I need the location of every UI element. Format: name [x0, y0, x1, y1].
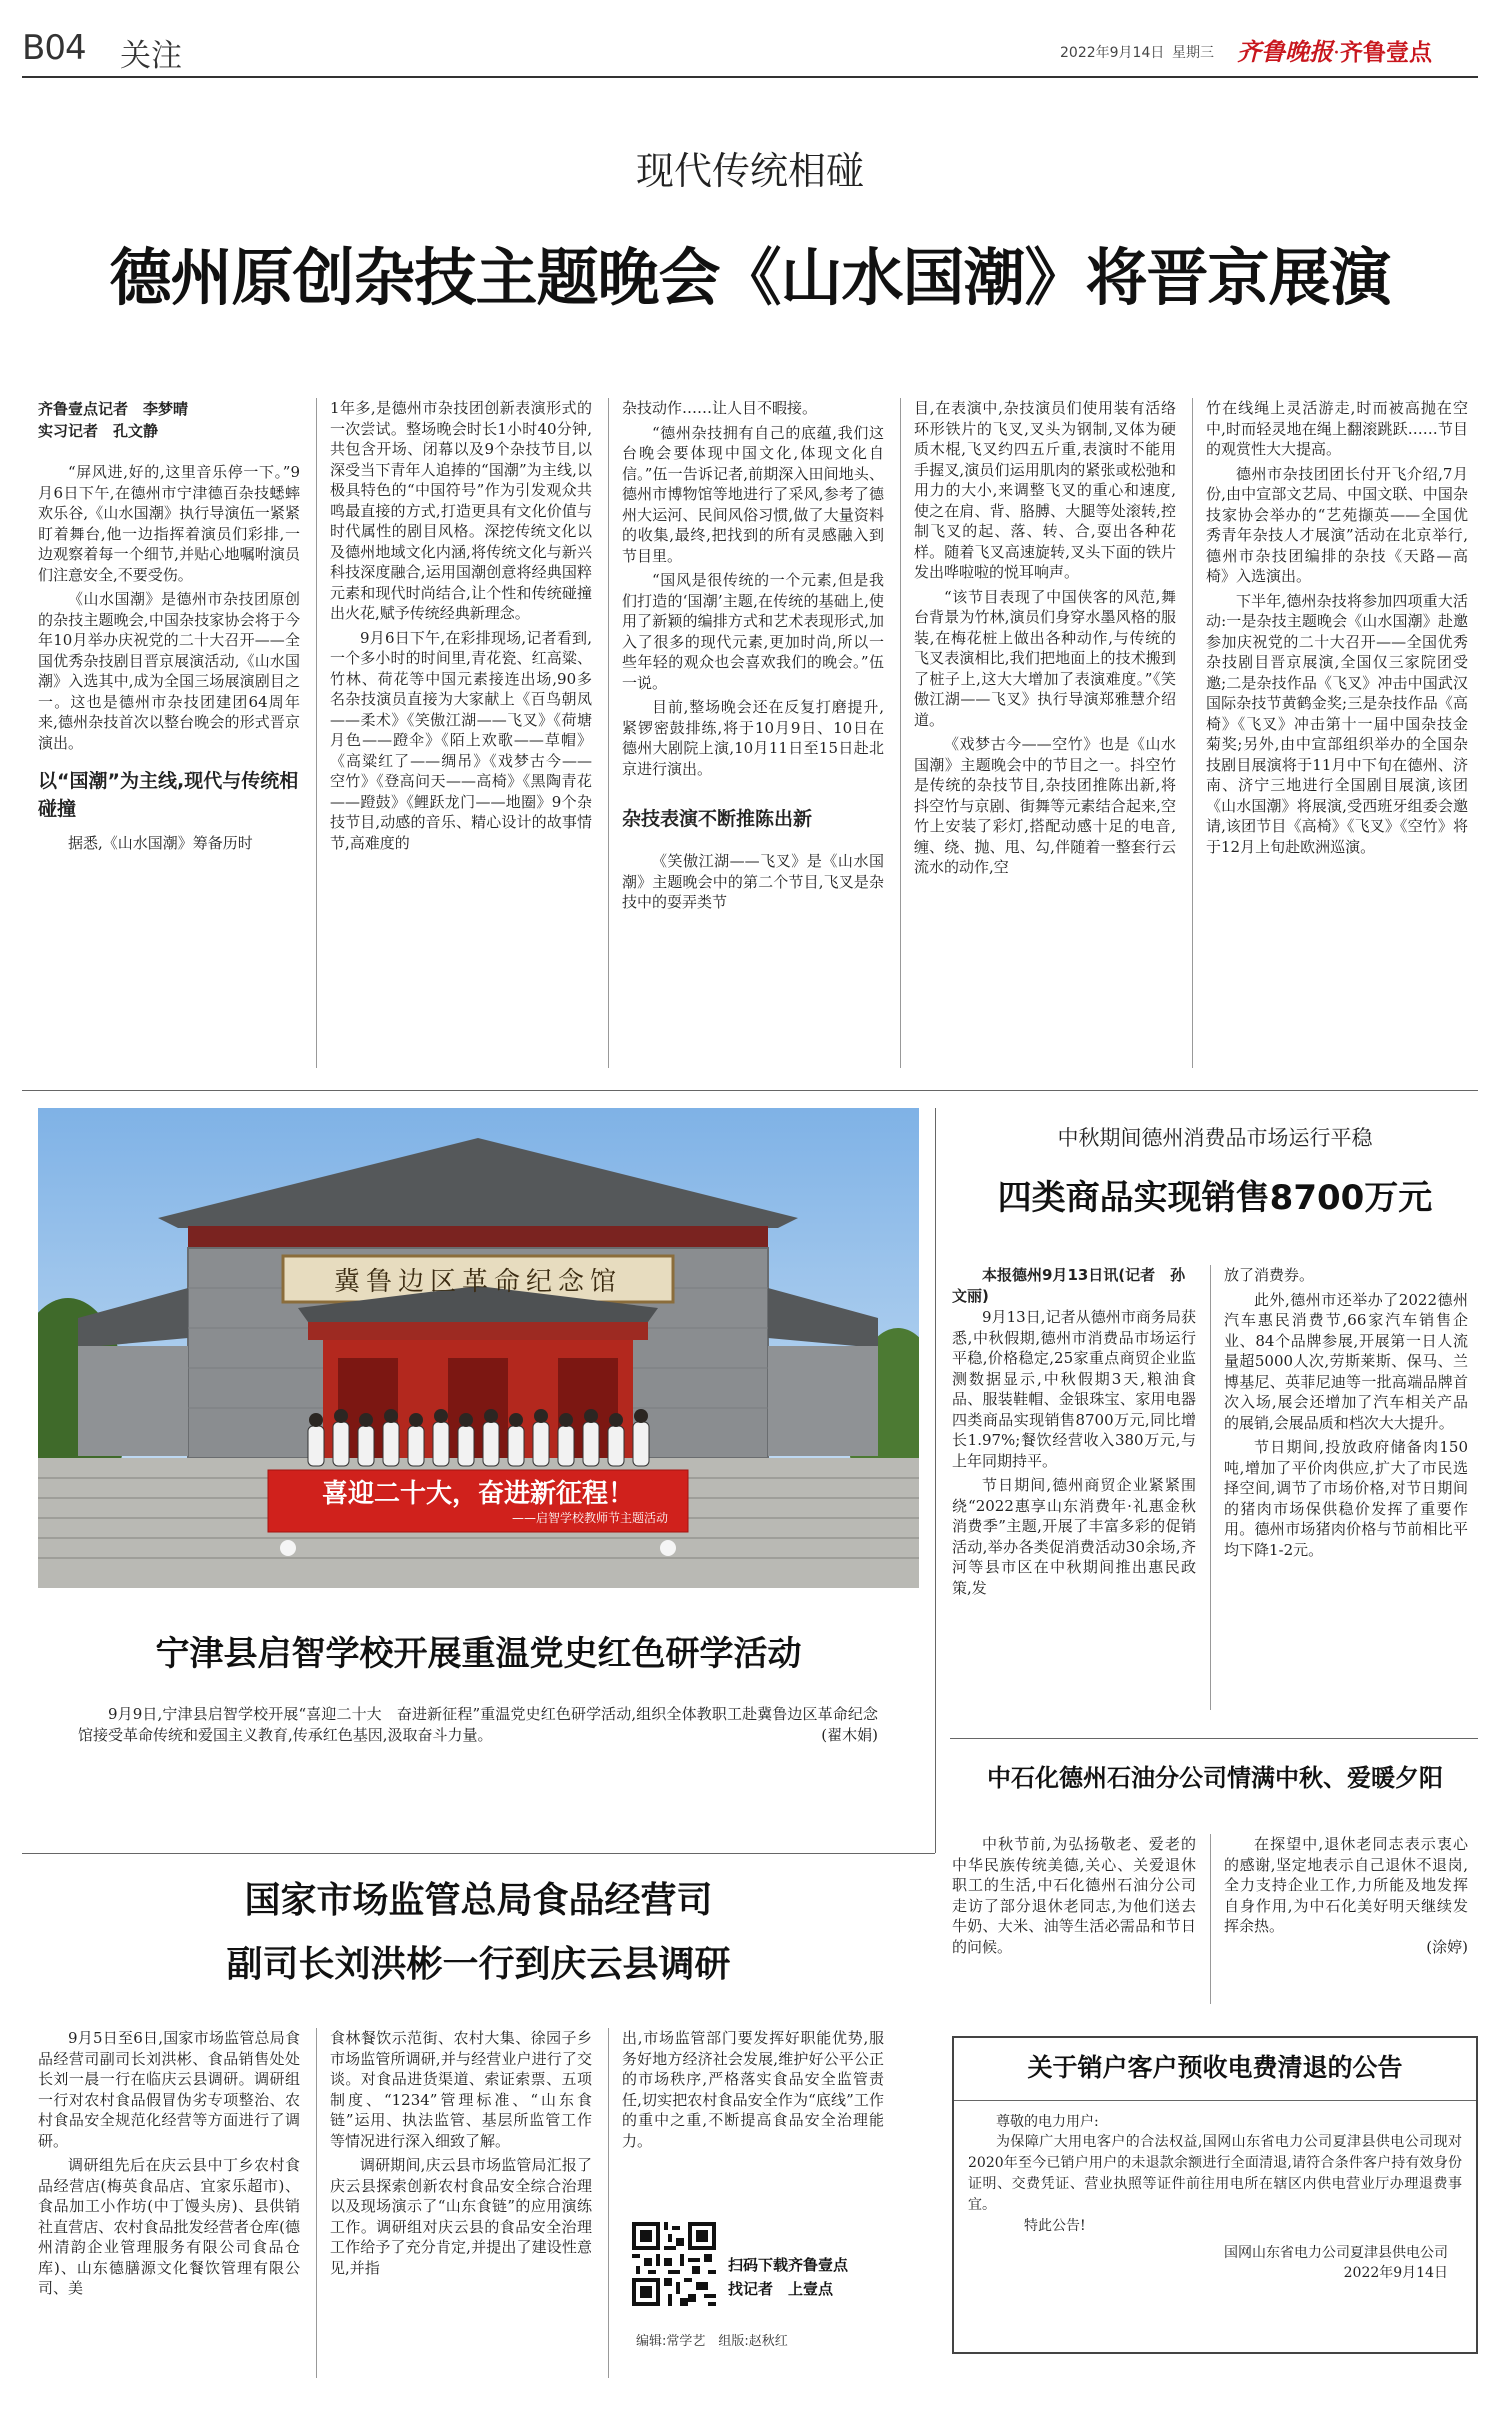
paragraph: 此外,德州市还举办了2022德州汽车惠民消费节,66家汽车销售企业、84个品牌参展,开展第一日人流量超5000人次,劳斯莱斯、保马、兰博基尼、英菲尼迪等一批高端品牌首次入场,展会还增加了汽车相关产品的展销,会展品质和档次大大提升。 [1224, 1290, 1468, 1432]
qr-caption-2: 找记者 上壹点 [728, 2280, 834, 2298]
main-column-3 [622, 398, 884, 1073]
author: (翟木娟) [821, 1726, 878, 1744]
notice-title: 关于销户客户预收电费清退的公告 [1027, 2053, 1403, 2082]
section-name: 关注 [120, 38, 182, 74]
paragraph: 9月9日,宁津县启智学校开展“喜迎二十大 奋进新征程”重温党史红色研学活动,组织全体教职工赴冀鲁边区革命纪念馆接受革命传统和爱国主义教育,传承红色基因,汲取奋斗力量。 [78, 1705, 878, 1744]
newspaper-logo [1237, 32, 1432, 64]
paragraph: 出,市场监管部门要发挥好职能优势,服务好地方经济社会发展,维护好公平公正的市场秩序,严格落实食品安全监管责任,切实把农村食品安全作为“底线”工作的重中之重,不断提高食品安全治理能力。 [622, 2029, 884, 2150]
main-column-4 [914, 398, 1176, 1073]
notice-signer: 国网山东省电力公司夏津县供电公司 [1224, 2245, 1448, 2261]
food-column-3 [622, 2028, 884, 2208]
paragraph: 9月5日至6日,国家市场监管总局食品经营司副司长刘洪彬、食品销售处处长刘一晨一行在临庆云县调研。调研组一行对农村食品假冒伪劣专项整治、农村食品安全规范化经营等方面进行了调研。 [38, 2029, 300, 2150]
paragraph: 调研组先后在庆云县中丁乡农村食品经营店(梅英食品店、宜家乐超市)、食品加工小作坊(中丁馒头房)、县供销社直营店、农村食品批发经营者仓库(德州清韵企业管理服务有限公司食品仓库)、山东德膳源文化餐饮管理有限公司、美 [38, 2156, 300, 2297]
column-rule [608, 2028, 609, 2378]
main-column-5 [1206, 398, 1468, 1073]
consumer-kicker: 中秋期间德州消费品市场运行平稳 [1057, 1126, 1373, 1150]
paragraph: 《戏梦古今——空竹》也是《山水国潮》主题晚会中的节目之一。抖空竹是传统的杂技节目,杂技团推陈出新,将抖空竹与京剧、街舞等元素结合起来,空竹上安装了彩灯,搭配动感十足的电音,缠、绕、抛、甩、勾,伴随着一整套行云流水的动作,空 [914, 735, 1176, 876]
notice-greeting: 尊敬的电力用户: [996, 2114, 1099, 2130]
museum-sign-text: 冀鲁边区革命纪念馆 [333, 1267, 622, 1297]
paragraph: 节日期间,投放政府储备肉150吨,增加了平价肉供应,扩大了市民选择空间,调节了市场价格,对节日期间的猪肉市场保供稳价发挥了重要作用。德州市场猪肉价格与节前相比平均下降1-2元。 [1224, 1438, 1468, 1559]
power-notice [952, 2036, 1478, 2354]
paragraph: 放了消费券。 [1224, 1266, 1315, 1284]
logo-qilu-yidian: 齐鲁壹点 [1340, 40, 1432, 66]
paragraph: 中秋节前,为弘扬敬老、爱老的中华民族传统美德,关心、关爱退休职工的生活,中石化德州石油分公司走访了部分退休老同志,为他们送去牛奶、大米、油等生活必需品和节日的问候。 [952, 1835, 1196, 1956]
paragraph: 杂技动作……让人目不暇接。 [622, 399, 818, 417]
food-headline-line-2: 副司长刘洪彬一行到庆云县调研 [226, 1944, 731, 1985]
header-rule [22, 76, 1478, 78]
subheading: 杂技表演不断推陈出新 [622, 808, 813, 830]
paragraph: “国风是很传统的一个元素,但是我们打造的‘国潮’主题,在传统的基础上,使用了新颖的编排方式和艺术表现形式,加入了很多的现代元素,更加时尚,所以一些年轻的观众也会喜欢我们的晚会。”伍一说。 [622, 571, 884, 692]
paragraph: 在探望中,退休老同志表示衷心的感谢,坚定地表示自己退休不退岗,全力支持企业工作,力所能及地发挥自身作用,为中石化美好明天继续发挥余热。 [1224, 1835, 1468, 1935]
notice-closing: 特此公告! [1024, 2218, 1086, 2234]
editors-credit: 编辑:常学艺 组版:赵秋红 [636, 2334, 788, 2349]
paragraph: 竹在线绳上灵活游走,时而被高抛在空中,时而轻灵地在绳上翻滚跳跃……节目的观赏性大大提高。 [1206, 399, 1468, 458]
banner-slogan: 喜迎二十大，奋进新征程！ [321, 1479, 634, 1509]
paragraph: 《山水国潮》是德州市杂技团原创的杂技主题晚会,中国杂技家协会将于今年10月举办庆祝党的二十大召开——全国优秀杂技剧目晋京展演活动,《山水国潮》入选其中,成为全国三场展演剧目之一。这也是德州市杂技团建团64周年来,德州杂技首次以整台晚会的形式晋京演出。 [38, 590, 300, 752]
paragraph: 食林餐饮示范街、农村大集、徐园子乡市场监管所调研,并与经营业户进行了交谈。对食品进货渠道、索证索票、五项制度、“1234”管理标准、“山东食链”运用、执法监管、基层所监管工作等情况进行深入细致了解。 [330, 2029, 592, 2150]
paragraph: 9月6日下午,在彩排现场,记者看到,一个多小时的时间里,青花瓷、红高粱、竹林、荷花等中国元素接连出场,90多名杂技演员直接为大家献上《百鸟朝凤——柔术》《笑傲江湖——飞叉》《荷塘月色——蹬伞》《陌上欢歌——草帽》《高粱红了——绸吊》《戏梦古今——空竹》《登高问天——高椅》《黑陶青花——蹬鼓》《鲤跃龙门——地圈》9个杂技节目,动感的音乐、精心设计的故事情节,高难度的 [330, 628, 592, 852]
author: (涂婷) [1426, 1937, 1468, 1956]
museum-photo [38, 1108, 919, 1588]
paragraph: “该节目表现了中国侠客的风范,舞台背景为竹林,演员们身穿水墨风格的服装,在梅花桩上做出各种动作,与传统的飞叉表演相比,我们把地面上的技术搬到了桩子上,这大大增加了表演难度。”《笑傲江湖——飞叉》执行导演郑雅慧介绍道。 [914, 587, 1176, 729]
sinopec-headline: 中石化德州石油分公司情满中秋、爱暖夕阳 [987, 1764, 1443, 1792]
sinopec-column-1 [952, 1834, 1196, 2014]
column-rule [935, 1108, 936, 1853]
school-headline: 宁津县启智学校开展重温党史红色研学活动 [155, 1634, 802, 1674]
paragraph: “屏风进,好的,这里音乐停一下。”9月6日下午,在德州市宁津德百杂技蟋蟀欢乐谷,《山水国潮》执行导演伍一紧紧盯着舞台,他一边指挥着演员们彩排,一边观察着每一个细节,并贴心地嘱咐演员们注意安全,不要受伤。 [38, 463, 300, 584]
banner-subtitle: ——启智学校教师节主题活动 [511, 1511, 668, 1525]
qr-code-icon[interactable] [632, 2222, 716, 2306]
paragraph: 下半年,德州杂技将参加四项重大活动:一是杂技主题晚会《山水国潮》赴邀参加庆祝党的二十大召开——全国优秀杂技剧目晋京展演,全国仅三家院团受邀;二是杂技作品《飞叉》冲击中国武汉国际杂技节黄鹤金奖;三是杂技作品《高椅》《飞叉》冲击第十一届中国杂技金菊奖;另外,由中宣部组织举办的全国杂技剧目展演将于11月中下旬在德州、济南、济宁三地进行全国剧目展演,该团《山水国潮》将展演,受西班牙组委会邀请,该团节目《高椅》《飞叉》《空竹》将于12月上旬赴欧洲巡演。 [1206, 591, 1468, 856]
logo-qilu-wanbao: 齐鲁晚报 [1237, 37, 1333, 66]
page-number: B04 [22, 28, 86, 68]
paragraph: 据悉,《山水国潮》筹备历时 [68, 834, 253, 852]
subheading: 以“国潮”为主线,现代与传统相碰撞 [38, 770, 299, 820]
issue-date: 2022年9月14日 [1060, 45, 1165, 61]
paragraph: 《笑傲江湖——飞叉》是《山水国潮》主题晚会中的第二个节目,飞叉是杂技中的耍弄类节 [622, 852, 884, 911]
column-rule [1210, 1265, 1211, 1710]
column-rule [1210, 1834, 1211, 2004]
qr-caption-1: 扫码下载齐鲁壹点 [728, 2256, 849, 2274]
column-rule [608, 398, 609, 1068]
consumer-column-1 [952, 1265, 1196, 1715]
paragraph: 目,在表演中,杂技演员们使用装有活络环形铁片的飞叉,叉头为钢制,叉体为硬质木棍,飞叉约四五斤重,表演时不能用手握叉,演员们运用肌肉的紧张或松弛和用力的大小,来调整飞叉的重心和速度,使之在肩、背、胳膊、大腿等处滚转,控制飞叉的起、落、转、合,耍出各种花样。随着飞叉高速旋转,叉头下面的铁片发出哗啦啦的悦耳响声。 [914, 399, 1176, 581]
paragraph: 节日期间,德州商贸企业紧紧围绕“2022惠享山东消费年·礼惠金秋消费季”主题,开展了丰富多彩的促销活动,举办各类促消费活动30余场,齐河等县市区在中秋期间推出惠民政策,发 [952, 1476, 1196, 1597]
consumer-column-2 [1224, 1265, 1468, 1715]
sinopec-column-2 [1224, 1834, 1468, 2014]
paragraph: 1年多,是德州市杂技团创新表演形式的一次尝试。整场晚会时长1小时40分钟,共包含开场、闭幕以及9个杂技节目,以深受当下青年人追捧的“国潮”为主线,以极具特色的“中国符号”作为引发观众共鸣最直接的方式,打造更具有文化价值与时代属性的剧目风格。深挖传统文化以及德州地域文化内涵,将传统文化与新兴科技深度融合,运用国潮创意将经典国粹元素和现代时尚结合,让个性和传统碰撞出火花,赋予传统经典新理念。 [330, 399, 592, 622]
notice-date: 2022年9月14日 [1343, 2265, 1448, 2281]
paragraph: “德州杂技拥有自己的底蕴,我们这台晚会要体现中国文化,体现文化自信。”伍一告诉记者,前期深入田间地头、德州市博物馆等地进行了采风,参考了德州大运河、民间风俗习惯,做了大量资料的收集,最终,把找到的所有灵感融入到节目里。 [622, 423, 884, 565]
main-headline: 德州原创杂技主题晚会《山水国潮》将晋京展演 [109, 241, 1391, 314]
section-rule [950, 1738, 1478, 1739]
section-rule [22, 1090, 1478, 1091]
food-headline-line-1: 国家市场监管总局食品经营司 [244, 1880, 713, 1921]
section-rule [22, 1853, 935, 1854]
paragraph: 德州市杂技团团长付开飞介绍,7月份,由中宣部文艺局、中国文联、中国杂技家协会举办的“艺苑撷英——全国优秀青年杂技人才展演”活动在北京举行,德州市杂技团编排的杂技《天路—高椅》入选演出。 [1206, 464, 1468, 585]
byline-reporter: 齐鲁壹点记者 李梦晴 [38, 400, 189, 418]
main-column-1 [38, 398, 300, 1073]
column-rule [900, 398, 901, 1068]
food-column-1 [38, 2028, 300, 2383]
consumer-headline: 四类商品实现销售8700万元 [997, 1178, 1433, 1218]
masthead [22, 22, 1478, 74]
column-rule [316, 2028, 317, 2378]
notice-title-rule [954, 2100, 1476, 2101]
issue-weekday: 星期三 [1172, 45, 1214, 61]
byline-intern: 实习记者 孔文静 [38, 422, 159, 440]
column-rule [316, 398, 317, 1068]
paragraph: 调研期间,庆云县市场监管局汇报了庆云县探索创新农村食品安全综合治理以及现场演示了“山东食链”的应用演练工作。调研组对庆云县的食品安全治理工作给予了充分肯定,并提出了建设性意见,并指 [330, 2156, 592, 2277]
dateline: 本报德州9月13日讯(记者 孙文丽) [952, 1266, 1186, 1305]
paragraph: 目前,整场晚会还在反复打磨提升,紧锣密鼓排练,将于10月9日、10日在德州大剧院上演,10月11日至15日赴北京进行演出。 [622, 698, 884, 778]
notice-body: 为保障广大用电客户的合法权益,国网山东省电力公司夏津县供电公司现对2020年至今已销户用户的未退款余额进行全面清退,请符合条件客户持有效身份证明、交费凭证、营业执照等证件前往用电所在辖区内供电营业厅办理退费事宜。 [968, 2134, 1462, 2213]
food-column-2 [330, 2028, 592, 2383]
logo-separator: · [1333, 41, 1340, 66]
paragraph: 9月13日,记者从德州市商务局获悉,中秋假期,德州市消费品市场运行平稳,价格稳定,25家重点商贸企业监测数据显示,中秋假期3天,粮油食品、服装鞋帽、金银珠宝、家用电器四类商品实现销售8700万元,同比增长1.97%;餐饮经营收入380万元,与上年同期持平。 [952, 1308, 1196, 1470]
school-caption [78, 1704, 878, 1746]
main-kicker: 现代传统相碰 [635, 149, 864, 193]
main-column-2 [330, 398, 592, 1073]
column-rule [1192, 398, 1193, 1068]
qr-block [632, 2222, 902, 2322]
